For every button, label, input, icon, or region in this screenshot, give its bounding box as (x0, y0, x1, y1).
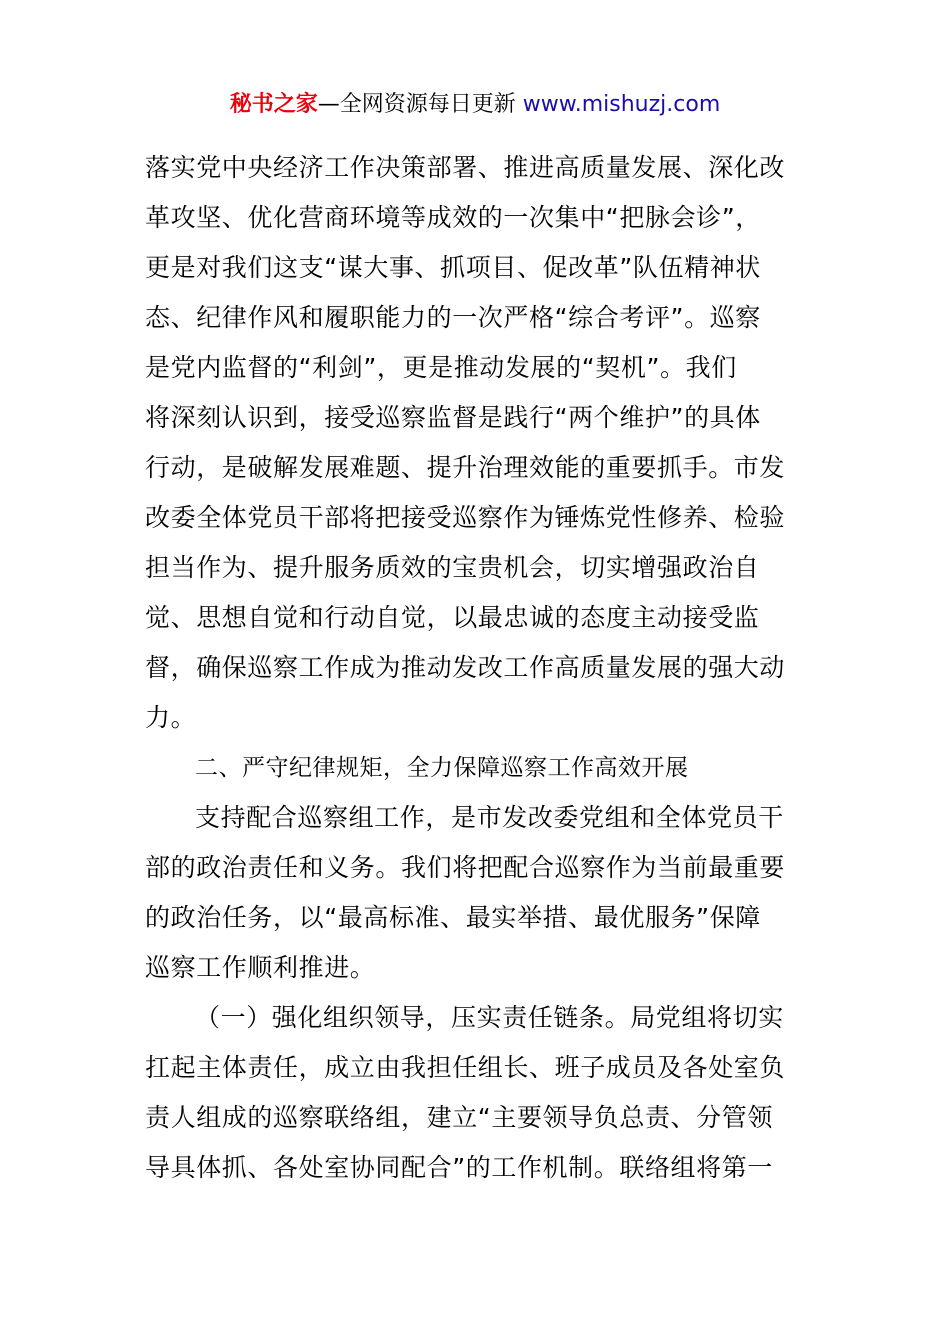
page-header (0, 88, 950, 122)
text-line: 支持配合巡察组工作，是市发改委党组和全体党员干 (195, 803, 784, 832)
text-line: 扛起主体责任，成立由我担任组长、班子成员及各处室负 (145, 1053, 786, 1082)
section-heading: 二、严守纪律规矩，全力保障巡察工作高效开展 (195, 755, 689, 781)
document-body (145, 143, 810, 1193)
text-line: 觉、思想自觉和行动自觉，以最忠诚的态度主动接受监 (145, 603, 760, 632)
text-line: 督，确保巡察工作成为推动发改工作高质量发展的强大动 (145, 653, 786, 682)
header-site-url[interactable]: www.mishuzj.com (522, 92, 721, 117)
text-line: 部的政治责任和义务。我们将把配合巡察作为当前最重要 (145, 853, 786, 882)
text-line: 巡察工作顺利推进。 (145, 953, 376, 982)
header-tagline: —全网资源每日更新 (317, 92, 523, 117)
text-line: 态、纪律作风和履职能力的一次严格“综合考评”。巡察 (145, 303, 761, 332)
text-line: 力。 (145, 703, 197, 732)
text-line: 是党内监督的“利剑”，更是推动发展的“契机”。我们 (145, 353, 737, 382)
text-line: 的政治任务，以“最高标准、最实举措、最优服务”保障 (145, 903, 761, 932)
text-line: 将深刻认识到，接受巡察监督是践行“两个维护”的具体 (145, 403, 761, 432)
text-line: 担当作为、提升服务质效的宝贵机会，切实增强政治自 (145, 553, 760, 582)
text-line: （一）强化组织领导，压实责任链条。局党组将切实 (195, 1003, 784, 1032)
text-line: 落实党中央经济工作决策部署、推进高质量发展、深化改 (145, 153, 786, 182)
text-line: 导具体抓、各处室协同配合”的工作机制。联络组将第一 (145, 1153, 773, 1182)
text-line: 责人组成的巡察联络组，建立“主要领导负总责、分管领 (145, 1103, 773, 1132)
header-brand: 秘书之家 (229, 92, 318, 117)
text-line: 行动，是破解发展难题、提升治理效能的重要抓手。市发 (145, 453, 786, 482)
text-line: 更是对我们这支“谋大事、抓项目、促改革”队伍精神状 (145, 253, 761, 282)
text-line: 革攻坚、优化营商环境等成效的一次集中“把脉会诊”， (145, 203, 761, 232)
text-line: 改委全体党员干部将把接受巡察作为锤炼党性修养、检验 (145, 503, 786, 532)
